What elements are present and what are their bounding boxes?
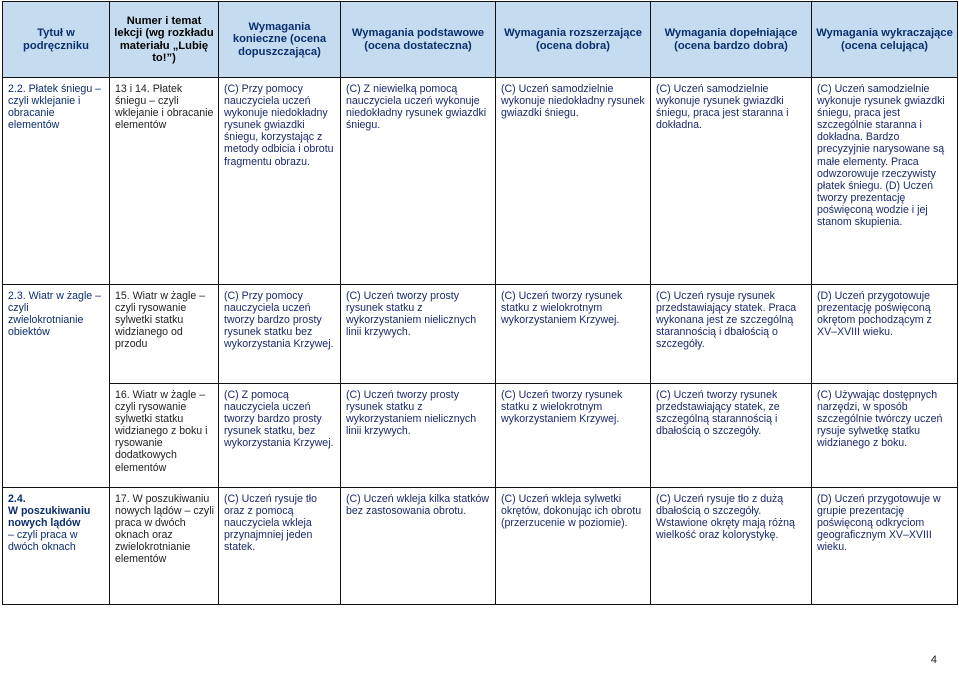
- page-number: 4: [930, 654, 937, 666]
- header-wykraczajace: Wymagania wykraczające (ocena celująca): [812, 2, 958, 78]
- requirements-table: [2, 1, 958, 605]
- req-dopelniajace-cell: (C) Uczeń samodzielnie wykonuje rysunek gwiazdki śniegu, praca jest staranna i dokładna.: [651, 78, 812, 285]
- req-podstawowe-cell: (C) Z niewielką pomocą nauczyciela uczeń wykonuje niedokładny rysunek gwiazdki śniegu.: [341, 78, 496, 285]
- lesson-cell: 15. Wiatr w żagle – czyli rysowanie sylwetki statku widzianego od przodu: [110, 285, 219, 384]
- req-wykraczajace-cell: (C) Uczeń samodzielnie wykonuje rysunek gwiazdki śniegu, praca jest szczególnie staranna i dokładna. Bardzo precyzyjnie narysowane są małe elementy. Praca odwzorowuje rzeczywisty płatek śniegu. (D) Uczeń tworzy prezentację poświęconą wodzie i jej stanom skupienia.: [812, 78, 958, 285]
- table-row: [3, 285, 958, 384]
- title-cell: 2.2. Płatek śniegu – czyli wklejanie i obracanie elementów: [3, 78, 110, 285]
- req-wykraczajace-cell: (D) Uczeń przygotowuje prezentację poświęconą okrętom pochodzącym z XV–XVIII wieku.: [812, 285, 958, 384]
- req-podstawowe-cell: (C) Uczeń tworzy prosty rysunek statku z wykorzystaniem nielicznych linii krzywych.: [341, 384, 496, 488]
- header-podstawowe: Wymagania podstawowe (ocena dostateczna): [341, 2, 496, 78]
- req-podstawowe-cell: (C) Uczeń tworzy prosty rysunek statku z wykorzystaniem nielicznych linii krzywych.: [341, 285, 496, 384]
- lesson-cell: 16. Wiatr w żagle – czyli rysowanie sylwetki statku widzianego z boku i rysowanie dodatkowych elementów: [110, 384, 219, 488]
- req-konieczne-cell: (C) Z pomocą nauczyciela uczeń tworzy bardzo prosty rysunek statku, bez wykorzystania Krzywej.: [219, 384, 341, 488]
- req-dopelniajace-cell: (C) Uczeń tworzy rysunek przedstawiający statek, ze szczególną starannością i dbałością o szczegóły.: [651, 384, 812, 488]
- header-title-col: Tytuł w podręczniku: [3, 2, 110, 78]
- topic-heading: W poszukiwaniu nowych lądów: [8, 505, 91, 530]
- title-cell: 2.3. Wiatr w żagle – czyli zwielokrotnianie obiektów: [3, 285, 110, 488]
- req-dopelniajace-cell: (C) Uczeń rysuje rysunek przedstawiający statek. Praca wykonana jest ze szczególną starannością i dbałością o szczegóły.: [651, 285, 812, 384]
- table-header-row: [3, 2, 958, 78]
- table-row: [3, 384, 958, 488]
- req-konieczne-cell: (C) Przy pomocy nauczyciela uczeń wykonuje niedokładny rysunek gwiazdki śniegu, korzystając z metody odbicia i obrotu fragmentu obrazu.: [219, 78, 341, 285]
- table-row: [3, 78, 958, 285]
- req-konieczne-cell: (C) Przy pomocy nauczyciela uczeń tworzy bardzo prosty rysunek statku bez wykorzystania Krzywej.: [219, 285, 341, 384]
- header-lesson-col: Numer i temat lekcji (wg rozkładu materiału „Lubię to!”): [110, 2, 219, 78]
- req-konieczne-cell: (C) Uczeń rysuje tło oraz z pomocą nauczyciela wkleja przynajmniej jeden statek.: [219, 488, 341, 605]
- table-row: [3, 488, 958, 605]
- topic-subtitle: – czyli praca w dwóch oknach: [8, 529, 78, 554]
- req-rozszerzajace-cell: (C) Uczeń wkleja sylwetki okrętów, dokonując ich obrotu (przerzucenie w poziomie).: [496, 488, 651, 605]
- header-dopelniajace: Wymagania dopełniające (ocena bardzo dobra): [651, 2, 812, 78]
- topic-number: 2.4.: [8, 493, 26, 505]
- header-konieczne: Wymagania konieczne (ocena dopuszczająca): [219, 2, 341, 78]
- lesson-cell: 17. W poszukiwaniu nowych lądów – czyli praca w dwóch oknach oraz zwielokrotnianie elementów: [110, 488, 219, 605]
- req-rozszerzajace-cell: (C) Uczeń samodzielnie wykonuje niedokładny rysunek gwiazdki śniegu.: [496, 78, 651, 285]
- lesson-cell: 13 i 14. Płatek śniegu – czyli wklejanie i obracanie elementów: [110, 78, 219, 285]
- title-cell: [3, 488, 110, 605]
- req-wykraczajace-cell: (D) Uczeń przygotowuje w grupie prezentację poświęconą odkryciom geograficznym XV–XVIII wieku.: [812, 488, 958, 605]
- req-dopelniajace-cell: (C) Uczeń rysuje tło z dużą dbałością o szczegóły. Wstawione okręty mają różną wielkość oraz kolorystykę.: [651, 488, 812, 605]
- req-rozszerzajace-cell: (C) Uczeń tworzy rysunek statku z wielokrotnym wykorzystaniem Krzywej.: [496, 384, 651, 488]
- header-rozszerzajace: Wymagania rozszerzające (ocena dobra): [496, 2, 651, 78]
- req-wykraczajace-cell: (C) Używając dostępnych narzędzi, w sposób szczególnie twórczy uczeń rysuje sylwetkę statku widzianego z boku.: [812, 384, 958, 488]
- req-rozszerzajace-cell: (C) Uczeń tworzy rysunek statku z wielokrotnym wykorzystaniem Krzywej.: [496, 285, 651, 384]
- req-podstawowe-cell: (C) Uczeń wkleja kilka statków bez zastosowania obrotu.: [341, 488, 496, 605]
